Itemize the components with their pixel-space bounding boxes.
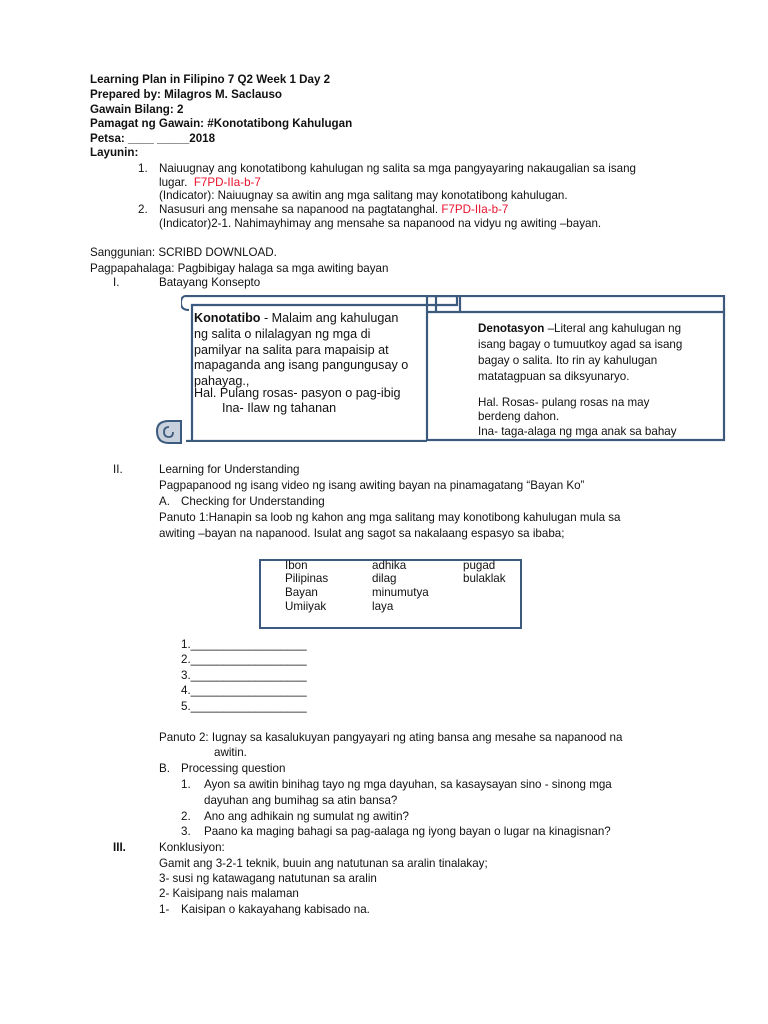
objective-1-text-cont — [159, 176, 261, 190]
word-ibon: Ibon — [285, 559, 308, 572]
denotasyon-line-3: bagay o salita. Ito rin ay kahulugan — [478, 354, 658, 367]
objective-2-code: F7PD-IIa-b-7 — [441, 203, 509, 216]
konotatibo-example-1: Hal. Pulang rosas- pasyon o pag-ibig — [194, 386, 401, 400]
konotatibo-line-3: pamilyar na salita para mapaisip at — [194, 343, 389, 357]
word-pugad: pugad — [463, 559, 496, 572]
section-1-title: Batayang Konsepto — [159, 276, 261, 289]
answer-line-5[interactable]: 5.__________________ — [181, 700, 307, 713]
panuto-2-line-1: Panuto 2: Iugnay sa kasalukuyan pangyayari ng ating bansa ang mesahe sa napanood na — [159, 731, 623, 744]
question-2-number: 2. — [181, 810, 191, 823]
denotasyon-line-2: isang bagay o tumuutkoy agad sa isang — [478, 338, 683, 351]
subsection-b-title: Processing question — [181, 762, 286, 775]
word-bulaklak: bulaklak — [463, 572, 506, 585]
subsection-a-label: A. — [159, 495, 170, 508]
scroll-curl-icon — [155, 419, 185, 445]
section-2-title: Learning for Understanding — [159, 463, 300, 476]
sanggunian: Sanggunian: SCRIBD DOWNLOAD. — [90, 246, 277, 259]
answer-line-3[interactable]: 3.__________________ — [181, 669, 307, 682]
panuto-1-line-2: awiting –bayan na napanood. Isulat ang sagot sa nakalaang espasyo sa ibaba; — [159, 527, 565, 540]
konotatibo-line-2: ng salita o nilalagyan ng mga di — [194, 327, 371, 341]
answer-line-4[interactable]: 4.__________________ — [181, 684, 307, 697]
konklusyon-line-3: 2- Kaisipang nais malaman — [159, 887, 299, 900]
answer-line-2[interactable]: 2.__________________ — [181, 653, 307, 666]
subsection-b-label: B. — [159, 762, 170, 775]
konotatibo-term: Konotatibo — [194, 311, 261, 325]
objective-1-indicator: (Indicator): Naiuugnay sa awitin ang mga salitang may konotatibong kahulugan. — [159, 189, 568, 202]
plan-title: Learning Plan in Filipino 7 Q2 Week 1 Day 2 — [90, 73, 331, 86]
section-2-number: II. — [113, 463, 123, 476]
objective-2-number: 2. — [138, 203, 148, 216]
pagpapahalaga: Pagpapahalaga: Pagbibigay halaga sa mga awiting bayan — [90, 262, 389, 275]
question-1-line-1: Ayon sa awitin binihag tayo ng mga dayuhan, sa kasaysayan sino - sinong mga — [204, 778, 612, 791]
question-2-text: Ano ang adhikain ng sumulat ng awitin? — [204, 810, 409, 823]
objective-1-code: F7PD-IIa-b-7 — [193, 176, 261, 189]
denotasyon-term: Denotasyon — [478, 322, 545, 335]
objective-1-number: 1. — [138, 162, 148, 175]
answer-line-1[interactable]: 1.__________________ — [181, 638, 307, 651]
layunin-label: Layunin: — [90, 146, 139, 159]
section-2-intro: Pagpapanood ng isang video ng isang awiting bayan na pinamagatang “Bayan Ko” — [159, 479, 585, 492]
denotasyon-example-1: Hal. Rosas- pulang rosas na may — [478, 396, 650, 409]
question-3-number: 3. — [181, 825, 191, 838]
question-1-number: 1. — [181, 778, 191, 791]
objective-2-text — [159, 203, 508, 217]
denotasyon-example-3: Ina- taga-alaga ng mga anak sa bahay — [478, 425, 677, 438]
konotatibo-line-5: pahayag., — [194, 374, 250, 388]
konklusyon-last-number: 1- — [159, 903, 170, 916]
objective-2-indicator: (Indicator)2-1. Nahimayhimay ang mensahe sa napanood na vidyu ng awiting –bayan. — [159, 217, 602, 230]
denotasyon-def-start: –Literal ang kahulugan ng — [544, 322, 682, 335]
word-bayan: Bayan — [285, 586, 318, 599]
question-3-text: Paano ka maging bahagi sa pag-aalaga ng iyong bayan o lugar na kinagisnan? — [204, 825, 611, 838]
konklusyon-last-text: Kaisipan o kakayahang kabisado na. — [181, 903, 370, 916]
petsa: Petsa: ____ _____2018 — [90, 132, 216, 145]
word-pilipinas: Pilipinas — [285, 572, 329, 585]
prepared-by: Prepared by: Milagros M. Saclauso — [90, 88, 282, 101]
subsection-a-title: Checking for Understanding — [181, 495, 325, 508]
objective-1-text: Naiuugnay ang konotatibong kahulugan ng salita sa mga pangyayaring nakaugalian sa isang — [159, 162, 636, 175]
word-dilag: dilag — [372, 572, 397, 585]
konotatibo-def-start: - Malaim ang kahulugan — [260, 311, 399, 325]
denotasyon-example-2: berdeng dahon. — [478, 410, 560, 423]
pamagat-gawain: Pamagat ng Gawain: #Konotatibong Kahulugan — [90, 117, 353, 130]
question-1-line-2: dayuhan ang bumihag sa atin bansa? — [204, 794, 398, 807]
section-3-number: III. — [113, 841, 126, 854]
konklusyon-line-1: Gamit ang 3-2-1 teknik, buuin ang natutunan sa aralin tinalakay; — [159, 857, 488, 870]
section-3-title: Konklusiyon: — [159, 841, 225, 854]
denotasyon-line-1 — [478, 322, 681, 336]
denotasyon-line-4: matatagpuan sa diksyunaryo. — [478, 370, 630, 383]
konotatibo-example-2: Ina- Ilaw ng tahanan — [222, 401, 337, 415]
objective-1-lugar: lugar. — [159, 176, 188, 189]
panuto-2-line-2: awitin. — [214, 746, 247, 759]
word-laya: laya — [372, 600, 394, 613]
objective-2-line: Nasusuri ang mensahe sa napanood na pagtatanghal. — [159, 203, 439, 216]
word-adhika: adhika — [372, 559, 407, 572]
gawain-bilang: Gawain Bilang: 2 — [90, 103, 184, 116]
word-umiiyak: Umiiyak — [285, 600, 327, 613]
section-1-number: I. — [113, 276, 120, 289]
konklusyon-line-2: 3- susi ng katawagang natutunan sa aralin — [159, 872, 377, 885]
konotatibo-line-4: mapaganda ang isang pangungusay o — [194, 358, 409, 372]
konotatibo-line-1 — [194, 311, 398, 325]
word-minumutya: minumutya — [372, 586, 429, 599]
panuto-1-line-1: Panuto 1:Hanapin sa loob ng kahon ang mga salitang may konotibong kahulugan mula sa — [159, 511, 621, 524]
